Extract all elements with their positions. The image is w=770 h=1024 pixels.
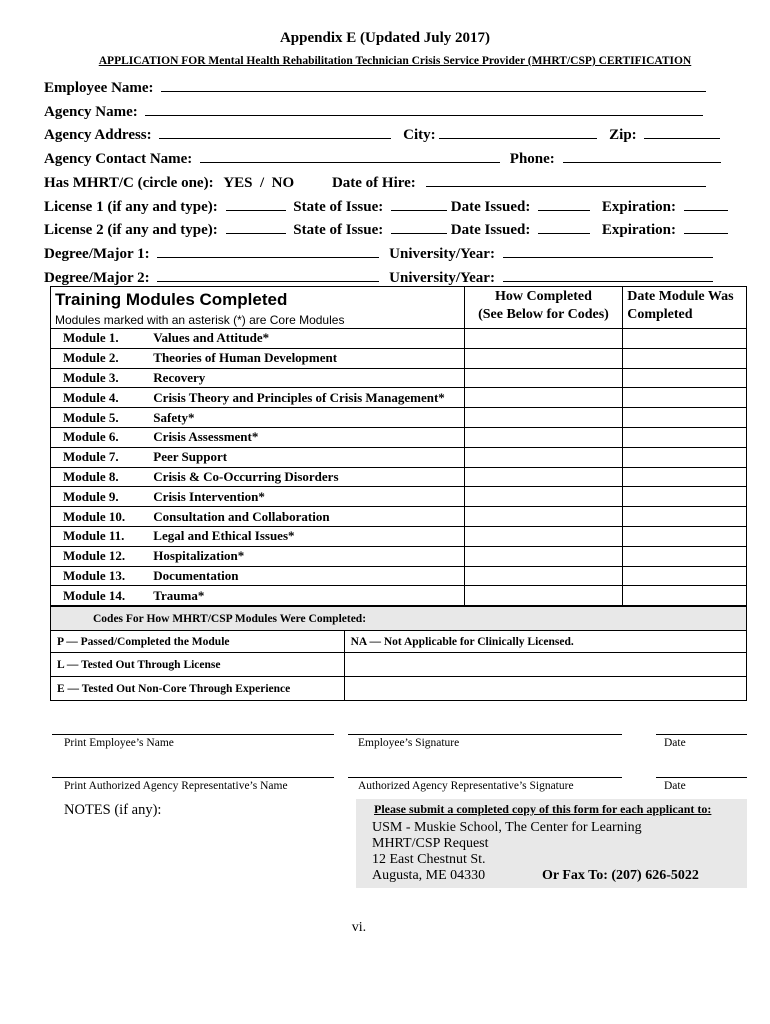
license1-row <box>44 196 728 216</box>
module-name: Crisis & Co-Occurring Disorders <box>150 467 464 487</box>
how-completed-cell[interactable] <box>464 329 623 349</box>
code-e: E — Tested Out Non-Core Through Experience <box>51 677 345 701</box>
agency-name-field[interactable] <box>145 101 703 116</box>
date-completed-cell[interactable] <box>623 368 747 388</box>
module-name: Crisis Assessment* <box>150 427 464 447</box>
degree1-label: Degree/Major 1: <box>44 246 150 262</box>
module-number: Module 9. <box>51 487 151 507</box>
rep-signature-caption: Authorized Agency Representative’s Signature <box>358 780 574 792</box>
zip-label: Zip: <box>609 127 637 143</box>
employee-name-label: Employee Name: <box>44 80 154 96</box>
license1-field[interactable] <box>226 196 286 211</box>
how-completed-cell[interactable] <box>464 427 623 447</box>
module-name: Trauma* <box>150 586 464 606</box>
agency-contact-field[interactable] <box>200 148 500 163</box>
module-number: Module 7. <box>51 447 151 467</box>
phone-label: Phone: <box>509 151 555 167</box>
training-title: Training Modules Completed <box>55 290 288 309</box>
agency-contact-row <box>44 148 721 168</box>
module-row <box>51 467 747 487</box>
date-completed-cell[interactable] <box>623 329 747 349</box>
date-completed-cell[interactable] <box>623 408 747 428</box>
how-completed-cell[interactable] <box>464 447 623 467</box>
module-name: Crisis Intervention* <box>150 487 464 507</box>
module-number: Module 14. <box>51 586 151 606</box>
how-completed-cell[interactable] <box>464 566 623 586</box>
how-completed-cell[interactable] <box>464 408 623 428</box>
training-modules-table <box>50 286 747 606</box>
form-subtitle: APPLICATION FOR Mental Health Rehabilitation Technician Crisis Service Provider (MHRT/CSP) CERTIFICATION <box>98 55 692 67</box>
module-row <box>51 368 747 388</box>
date-completed-header <box>623 287 747 329</box>
module-row <box>51 586 747 606</box>
employee-name-row <box>44 77 706 97</box>
agency-address-field[interactable] <box>159 124 391 139</box>
submit-line-4: Augusta, ME 04330 <box>372 868 486 883</box>
page-title: Appendix E (Updated July 2017) <box>279 30 491 46</box>
notes-label: NOTES (if any): <box>64 802 162 818</box>
university-year-field-2[interactable] <box>503 267 713 282</box>
module-name: Hospitalization* <box>150 546 464 566</box>
university-year-field-1[interactable] <box>503 243 713 258</box>
code-blank-1 <box>344 653 746 677</box>
module-name: Safety* <box>150 408 464 428</box>
city-label: City: <box>403 127 436 143</box>
how-completed-cell[interactable] <box>464 368 623 388</box>
date-completed-cell[interactable] <box>623 586 747 606</box>
module-row <box>51 348 747 368</box>
agency-name-row <box>44 101 703 121</box>
module-number: Module 3. <box>51 368 151 388</box>
state-of-issue-field-1[interactable] <box>391 196 447 211</box>
module-name: Crisis Theory and Principles of Crisis Management* <box>150 388 464 408</box>
module-row <box>51 526 747 546</box>
state-of-issue-field-2[interactable] <box>391 219 447 234</box>
submit-fax: Or Fax To: (207) 626-5022 <box>542 868 699 883</box>
submit-heading: Please submit a completed copy of this form for each applicant to: <box>374 802 712 816</box>
date-completed-cell[interactable] <box>623 427 747 447</box>
module-number: Module 13. <box>51 566 151 586</box>
module-name: Theories of Human Development <box>150 348 464 368</box>
date-of-hire-label: Date of Hire: <box>331 175 416 191</box>
module-row <box>51 546 747 566</box>
date-completed-cell[interactable] <box>623 566 747 586</box>
module-name: Consultation and Collaboration <box>150 507 464 527</box>
module-row <box>51 427 747 447</box>
agency-address-label: Agency Address: <box>44 127 152 143</box>
university-year-label-1: University/Year: <box>389 246 495 262</box>
has-mhrt-row <box>44 172 706 192</box>
date-of-hire-field[interactable] <box>426 172 706 187</box>
license1-label: License 1 (if any and type): <box>44 199 218 215</box>
how-completed-cell[interactable] <box>464 526 623 546</box>
date-completed-sublabel: Completed <box>627 307 693 322</box>
module-number: Module 6. <box>51 427 151 447</box>
yes-no-options[interactable]: YES / NO <box>223 175 295 191</box>
how-completed-cell[interactable] <box>464 388 623 408</box>
module-row <box>51 388 747 408</box>
module-number: Module 1. <box>51 329 151 349</box>
how-completed-label: How Completed <box>495 289 592 304</box>
module-number: Module 11. <box>51 526 151 546</box>
module-row <box>51 447 747 467</box>
how-completed-sublabel: (See Below for Codes) <box>478 307 609 322</box>
date-issued-label-2: Date Issued: <box>450 222 531 238</box>
phone-field[interactable] <box>563 148 721 163</box>
degree2-field[interactable] <box>157 267 379 282</box>
submit-line-3: 12 East Chestnut St. <box>372 852 486 867</box>
license2-row <box>44 219 728 239</box>
date-issued-label-1: Date Issued: <box>450 199 531 215</box>
module-name: Peer Support <box>150 447 464 467</box>
submit-info-box <box>356 799 747 888</box>
how-completed-cell[interactable] <box>464 487 623 507</box>
date-line-2[interactable] <box>656 777 747 778</box>
date-caption-2: Date <box>664 780 686 792</box>
module-row <box>51 487 747 507</box>
how-completed-cell[interactable] <box>464 348 623 368</box>
rep-signature-line[interactable] <box>348 777 622 778</box>
date-completed-cell[interactable] <box>623 546 747 566</box>
state-of-issue-label-2: State of Issue: <box>293 222 384 238</box>
codes-header: Codes For How MHRT/CSP Modules Were Completed: <box>51 607 747 631</box>
module-row <box>51 507 747 527</box>
date-completed-cell[interactable] <box>623 467 747 487</box>
module-number: Module 8. <box>51 467 151 487</box>
date-completed-cell[interactable] <box>623 526 747 546</box>
agency-address-row <box>44 124 720 144</box>
degree1-field[interactable] <box>157 243 379 258</box>
module-number: Module 5. <box>51 408 151 428</box>
date-completed-cell[interactable] <box>623 348 747 368</box>
codes-table <box>50 606 747 701</box>
degree2-label: Degree/Major 2: <box>44 270 150 286</box>
module-number: Module 10. <box>51 507 151 527</box>
expiration-field-2[interactable] <box>684 219 728 234</box>
module-name: Documentation <box>150 566 464 586</box>
date-line-1[interactable] <box>656 734 747 735</box>
module-number: Module 2. <box>51 348 151 368</box>
city-field[interactable] <box>439 124 597 139</box>
university-year-label-2: University/Year: <box>389 270 495 286</box>
employee-signature-line[interactable] <box>348 734 622 735</box>
training-subtitle: Modules marked with an asterisk (*) are Core Modules <box>55 313 345 327</box>
employee-name-field[interactable] <box>161 77 706 92</box>
how-completed-cell[interactable] <box>464 586 623 606</box>
submit-line-1: USM - Muskie School, The Center for Learning <box>372 820 642 835</box>
date-completed-label: Date Module Was <box>627 289 734 304</box>
expiration-label-2: Expiration: <box>601 222 677 238</box>
module-row <box>51 408 747 428</box>
date-issued-field-2[interactable] <box>538 219 590 234</box>
how-completed-header <box>464 287 623 329</box>
date-completed-cell[interactable] <box>623 447 747 467</box>
date-completed-cell[interactable] <box>623 388 747 408</box>
date-completed-cell[interactable] <box>623 507 747 527</box>
module-number: Module 12. <box>51 546 151 566</box>
degree1-row <box>44 243 713 263</box>
module-row <box>51 329 747 349</box>
submit-line-2: MHRT/CSP Request <box>372 836 489 851</box>
date-caption-1: Date <box>664 737 686 749</box>
code-p: P — Passed/Completed the Module <box>51 631 345 653</box>
agency-name-label: Agency Name: <box>44 104 138 120</box>
rep-name-line[interactable] <box>52 777 334 778</box>
training-header-cell <box>51 287 465 329</box>
module-name: Recovery <box>150 368 464 388</box>
module-number: Module 4. <box>51 388 151 408</box>
how-completed-cell[interactable] <box>464 507 623 527</box>
date-completed-cell[interactable] <box>623 487 747 507</box>
state-of-issue-label-1: State of Issue: <box>293 199 384 215</box>
rep-name-caption: Print Authorized Agency Representative’s Name <box>64 780 288 792</box>
license2-field[interactable] <box>226 219 286 234</box>
employee-name-caption: Print Employee’s Name <box>64 737 174 749</box>
page-number: vi. <box>351 920 367 935</box>
code-blank-2 <box>344 677 746 701</box>
zip-field[interactable] <box>644 124 720 139</box>
degree2-row <box>44 267 713 287</box>
employee-name-line[interactable] <box>52 734 334 735</box>
employee-signature-caption: Employee’s Signature <box>358 737 460 749</box>
expiration-label-1: Expiration: <box>601 199 677 215</box>
has-mhrt-label: Has MHRT/C (circle one): <box>44 175 214 191</box>
module-name: Legal and Ethical Issues* <box>150 526 464 546</box>
code-na: NA — Not Applicable for Clinically Licensed. <box>344 631 746 653</box>
how-completed-cell[interactable] <box>464 546 623 566</box>
how-completed-cell[interactable] <box>464 467 623 487</box>
expiration-field-1[interactable] <box>684 196 728 211</box>
license2-label: License 2 (if any and type): <box>44 222 218 238</box>
module-name: Values and Attitude* <box>150 329 464 349</box>
date-issued-field-1[interactable] <box>538 196 590 211</box>
module-row <box>51 566 747 586</box>
agency-contact-label: Agency Contact Name: <box>44 151 193 167</box>
code-l: L — Tested Out Through License <box>51 653 345 677</box>
